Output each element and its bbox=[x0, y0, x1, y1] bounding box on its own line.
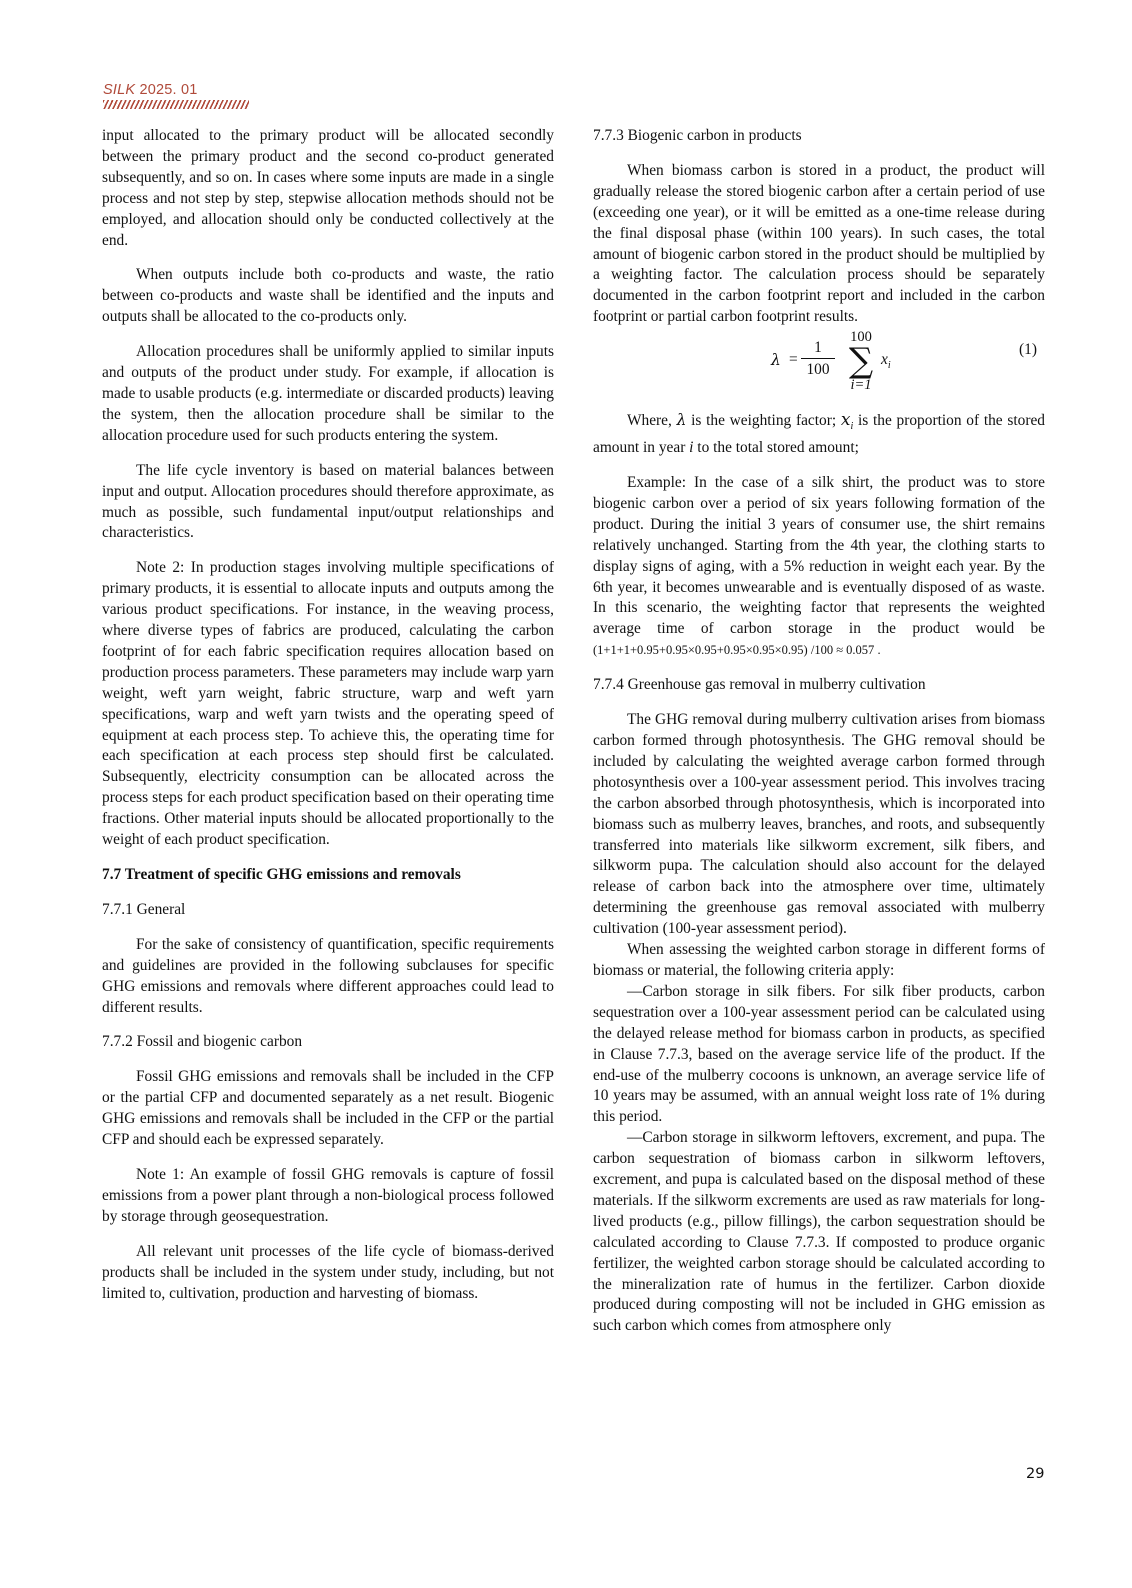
journal-header bbox=[103, 82, 249, 98]
sigma-symbol: ∑ bbox=[848, 341, 874, 382]
formula-denominator: 100 bbox=[806, 361, 830, 379]
formula-explanation bbox=[593, 410, 1045, 459]
paragraph: For the sake of consistency of quantification, specific requirements and guidelines are provided in the following subclauses for specific GHG emissions and removals where different approaches could lead to different results. bbox=[102, 935, 554, 1016]
paragraph: When outputs include both co-products and waste, the ratio between co-products and waste shall be identified and the inputs and outputs shall be allocated to the co-products only. bbox=[102, 266, 554, 326]
paragraph: Allocation procedures shall be uniformly applied to similar inputs and outputs of the product under study. For example, if allocation is made to usable products (e.g. intermediate or discarded products) leaving the system, then the allocation procedure shall be similar to the allocation procedure used for such products entering the system. bbox=[102, 343, 554, 444]
sum-lower-limit: i=1 bbox=[850, 377, 872, 394]
paragraph: When biomass carbon is stored in a product, the product will gradually release the stored biogenic carbon after a certain period of use (exceeding one year), or it will be emitted as a one-time release during the final disposal phase (within 100 years). In such cases, the total amount of biogenic carbon stored in the product should be multiplied by a weighting factor. The calculation process should be separately documented in the carbon footprint report and included in the carbon footprint or partial carbon footprint results. bbox=[593, 161, 1045, 326]
header-hatch-decoration bbox=[103, 100, 249, 109]
note-paragraph: Note 2: In production stages involving multiple specifications of primary products, it is essential to allocate inputs and outputs among the various product specifications. For instance, in the weaving process, where diverse types of fabrics are produced, calculating the carbon footprint of for each fabric specification requires allocation based on production process parameters. These parameters may include warp yarn weight, weft yarn weight, fabric structure, warp and weft yarn specifications, warp and weft yarn twists and the operating speed of equipment at each process step. To achieve this, the operating time for each specification at each process step should first be calculated. Subsequently, electricity consumption can be allocated across the process steps for each product specification based on their operating time fractions. Other material inputs should be allocated proportionally to the weight of each product specification. bbox=[102, 559, 554, 849]
formula-number: (1) bbox=[1019, 341, 1037, 359]
where-lambda: λ bbox=[676, 411, 687, 430]
where-text: to the total stored amount; bbox=[693, 439, 859, 457]
where-x: x bbox=[840, 410, 851, 431]
where-text: is the proportion of the stored amount in year bbox=[593, 412, 1045, 457]
formula-equals: = bbox=[789, 351, 798, 369]
formula-lambda: λ bbox=[771, 351, 781, 370]
section-heading-7-7: 7.7 Treatment of specific GHG emissions and removals bbox=[102, 866, 461, 883]
where-text: Where, bbox=[627, 412, 677, 430]
sum-upper-limit: 100 bbox=[850, 329, 872, 346]
note-paragraph: Note 1: An example of fossil GHG removals is capture of fossil emissions from a power plant through a non-biological process followed by storage through geosequestration. bbox=[102, 1165, 554, 1225]
example-calculation: (1+1+1+0.95+0.95×0.95+0.95×0.95×0.95) /100 ≈ 0.057 bbox=[593, 643, 875, 658]
left-column bbox=[102, 126, 554, 1318]
formula-fraction bbox=[801, 338, 835, 379]
weighting-factor-formula bbox=[593, 328, 1045, 404]
example-paragraph bbox=[593, 473, 1045, 661]
where-year-i: i bbox=[689, 439, 694, 457]
paragraph: All relevant unit processes of the life cycle of biomass-derived products shall be included in the system under study, including, but not limited to, cultivation, production and harvesting of biomass. bbox=[102, 1242, 554, 1302]
formula-variable bbox=[881, 350, 891, 377]
criterion-paragraph: —Carbon storage in silk fibers. For silk fiber products, carbon sequestration over a 100-year assessment period can be calculated using the delayed release method for biomass carbon in products, as specified in Clause 7.7.3, based on the average service life of the product. If the end-use of the mulberry cocoons is unknown, an average service life of 10 years may be assumed, with an annual weight loss rate of 1% during this period. bbox=[593, 982, 1045, 1126]
subsection-heading-7-7-1: 7.7.1 General bbox=[102, 900, 186, 918]
paragraph: The GHG removal during mulberry cultivation arises from biomass carbon formed through photosynthesis. The GHG removal should be included by calculating the weighted average carbon formed through photosynthesis over a 100-year assessment period. This involves tracing the carbon absorbed through photosynthesis, which is incorporated into biomass such as mulberry leaves, branches, and roots, and subsequently transferred into materials like silkworm excrement, silk fibers, and silkworm pupa. The calculation should also account for the delayed release of carbon back into the atmosphere over time, ultimately determining the greenhouse gas removal associated with mulberry cultivation (100-year assessment period). bbox=[593, 711, 1045, 938]
subsection-heading-7-7-3: 7.7.3 Biogenic carbon in products bbox=[593, 127, 802, 144]
paragraph: When assessing the weighted carbon storage in different forms of biomass or material, the following criteria apply: bbox=[593, 941, 1045, 979]
journal-issue: 2025. 01 bbox=[139, 82, 198, 98]
where-x-subscript: i bbox=[850, 421, 854, 433]
example-text: Example: In the case of a silk shirt, the product was to store biogenic carbon over a period of six years following formation of the product. During the initial 3 years of consumer use, the shirt remains relatively unchanged. Starting from the 4th year, the clothing starts to display signs of aging, with a 5% reduction in weight each year. By the 6th year, it becomes unwearable and is eventually disposed of as waste. In this scenario, the weighting factor that represents the weighted average time of carbon storage in the product would be bbox=[593, 474, 1045, 638]
criterion-paragraph: —Carbon storage in silkworm leftovers, excrement, and pupa. The carbon sequestration of biomass carbon in silkworm leftovers, excrement, and pupa is calculated based on the disposal method of these materials. If the silkworm excrements are used as raw materials for long-lived products (e.g., pillow fillings), the carbon sequestration should be calculated according to Clause 7.7.3. If composted to produce organic fertilizer, the weighted carbon storage should be calculated according to the mineralization rate of humus in the fertilizer. Carbon dioxide produced during composting will not be included in GHG emission as such carbon which comes from atmosphere only bbox=[593, 1129, 1045, 1335]
formula-numerator: 1 bbox=[814, 339, 822, 357]
page-number: 29 bbox=[1026, 1466, 1045, 1482]
subsection-heading-7-7-4: 7.7.4 Greenhouse gas removal in mulberry cultivation bbox=[593, 676, 926, 694]
example-end: . bbox=[874, 643, 881, 658]
fraction-bar bbox=[801, 358, 835, 359]
where-text: is the weighting factor; bbox=[686, 412, 841, 430]
subsection-heading-7-7-2: 7.7.2 Fossil and biogenic carbon bbox=[102, 1033, 303, 1051]
formula-x-subscript: i bbox=[887, 360, 891, 372]
journal-name: SILK bbox=[103, 82, 136, 98]
formula-x: x bbox=[881, 351, 888, 369]
formula-summation bbox=[841, 328, 881, 394]
paragraph: Fossil GHG emissions and removals shall be included in the CFP or the partial CFP and documented separately as a net result. Biogenic GHG emissions and removals shall be included in the CFP or the partial CFP and should each be expressed separately. bbox=[102, 1068, 554, 1149]
paragraph: The life cycle inventory is based on material balances between input and output. Allocation procedures should therefore approximate, as much as possible, such fundamental input/output relationships and characteristics. bbox=[102, 461, 554, 542]
right-column bbox=[593, 126, 1045, 1337]
running-header bbox=[103, 82, 249, 109]
paragraph: input allocated to the primary product will be allocated secondly between the primary product and the second co-product generated subsequently, and so on. In cases where some inputs are made in a single process and not step by step, stepwise allocation methods should not be employed, and allocation should only be conducted collectively at the end. bbox=[102, 127, 554, 249]
